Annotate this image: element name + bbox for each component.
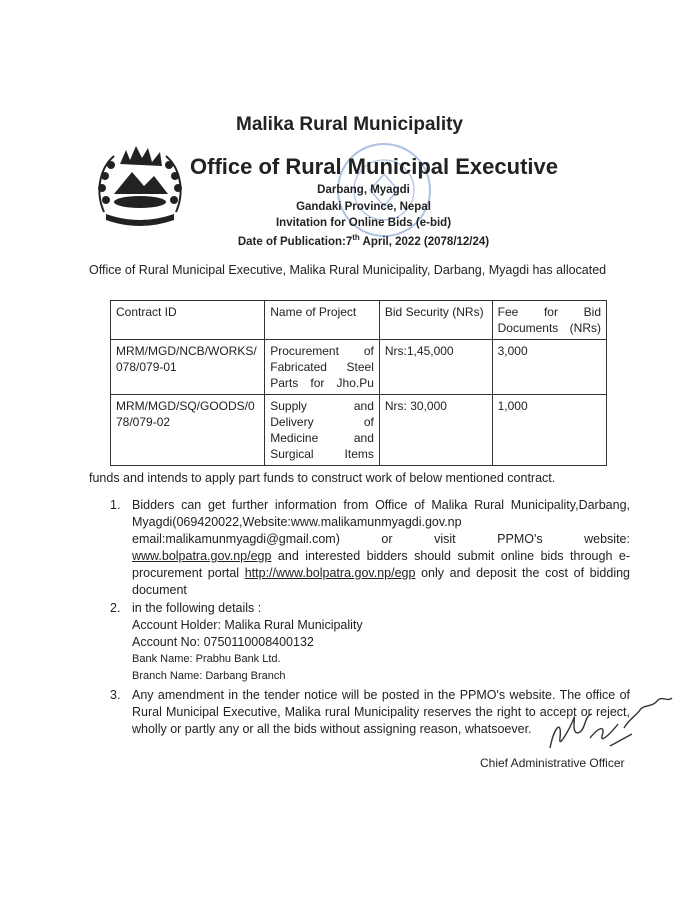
municipality-title: Malika Rural Municipality xyxy=(236,114,463,135)
table-row xyxy=(111,340,607,395)
account-holder: Account Holder: Malika Rural Municipality xyxy=(132,618,363,632)
header-fee: Fee for Bid Documents (NRs) xyxy=(492,301,606,340)
invitation-heading: Invitation for Online Bids (e-bid) xyxy=(275,217,452,229)
list-item xyxy=(110,600,630,685)
cell-fee: 1,000 xyxy=(492,395,606,466)
item-number: 2. xyxy=(110,601,121,615)
item-1-contact-line: email:malikamunmyagdi@gmail.com) or visit PPMO's website: xyxy=(132,532,630,546)
item-3-text: Any amendment in the tender notice will be posted in the PPMO's website. The office of Rural Municipal Executive, Malika rural Municipality reserves the right to accept or reject, wholly or partly any or all the bids without assigning reason, whatsoever. xyxy=(132,688,630,736)
list-item xyxy=(110,497,630,599)
item-2-lead: in the following details : xyxy=(132,601,262,615)
cell-contract-id: MRM/MGD/NCB/WORKS/078/079-01 xyxy=(111,340,265,395)
cell-bid-security: Nrs: 30,000 xyxy=(379,395,492,466)
funds-paragraph: funds and intends to apply part funds to construct work of below mentioned contract. xyxy=(89,471,556,485)
contracts-table xyxy=(110,300,607,466)
cell-contract-id: MRM/MGD/SQ/GOODS/078/079-02 xyxy=(111,395,265,466)
signature-icon xyxy=(540,688,680,758)
address-line-1: Darbang, Myagdi xyxy=(317,184,410,196)
item-number: 3. xyxy=(110,688,121,702)
egp-portal-link[interactable]: http://www.bolpatra.gov.np/egp xyxy=(244,566,416,580)
address-line-2: Gandaki Province, Nepal xyxy=(296,201,431,213)
cell-fee: 3,000 xyxy=(492,340,606,395)
item-1-part1: Bidders can get further information from Office of Malika Rural Municipality,Darbang, Myagdi(069420022,Website:www.malikamunmyagdi.gov.np xyxy=(132,498,630,529)
account-number: Account No: 0750110008400132 xyxy=(132,635,314,649)
egp-link[interactable]: www.bolpatra.gov.np/egp xyxy=(132,549,272,563)
intro-paragraph: Office of Rural Municipal Executive, Malika Rural Municipality, Darbang, Myagdi has allocated xyxy=(89,263,607,277)
cell-project-name: Procurement of Fabricated Steel Parts for Jho.Pu xyxy=(265,340,380,395)
table-row xyxy=(111,395,607,466)
cell-project-name: Supply and Delivery of Medicine and Surgical Items xyxy=(265,395,380,466)
item-number: 1. xyxy=(110,498,121,512)
signatory-title: Chief Administrative Officer xyxy=(480,756,625,770)
table-header-row xyxy=(111,301,607,340)
cell-bid-security: Nrs:1,45,000 xyxy=(379,340,492,395)
branch-name: Branch Name: Darbang Branch xyxy=(132,670,286,682)
header-contract-id: Contract ID xyxy=(111,301,265,340)
header-project-name: Name of Project xyxy=(265,301,380,340)
item-1-part2: www.bolpatra.gov.np/egp and interested bidders should submit online bids through e-procurement portal http://www.bolpatra.gov.np/egp only and deposit the cost of bidding document xyxy=(132,549,631,597)
office-title: Office of Rural Municipal Executive xyxy=(190,154,558,179)
publication-date: Date of Publication:7th April, 2022 (2078/12/24) xyxy=(237,233,490,248)
header-bid-security: Bid Security (NRs) xyxy=(379,301,492,340)
bank-name: Bank Name: Prabhu Bank Ltd. xyxy=(132,653,281,665)
